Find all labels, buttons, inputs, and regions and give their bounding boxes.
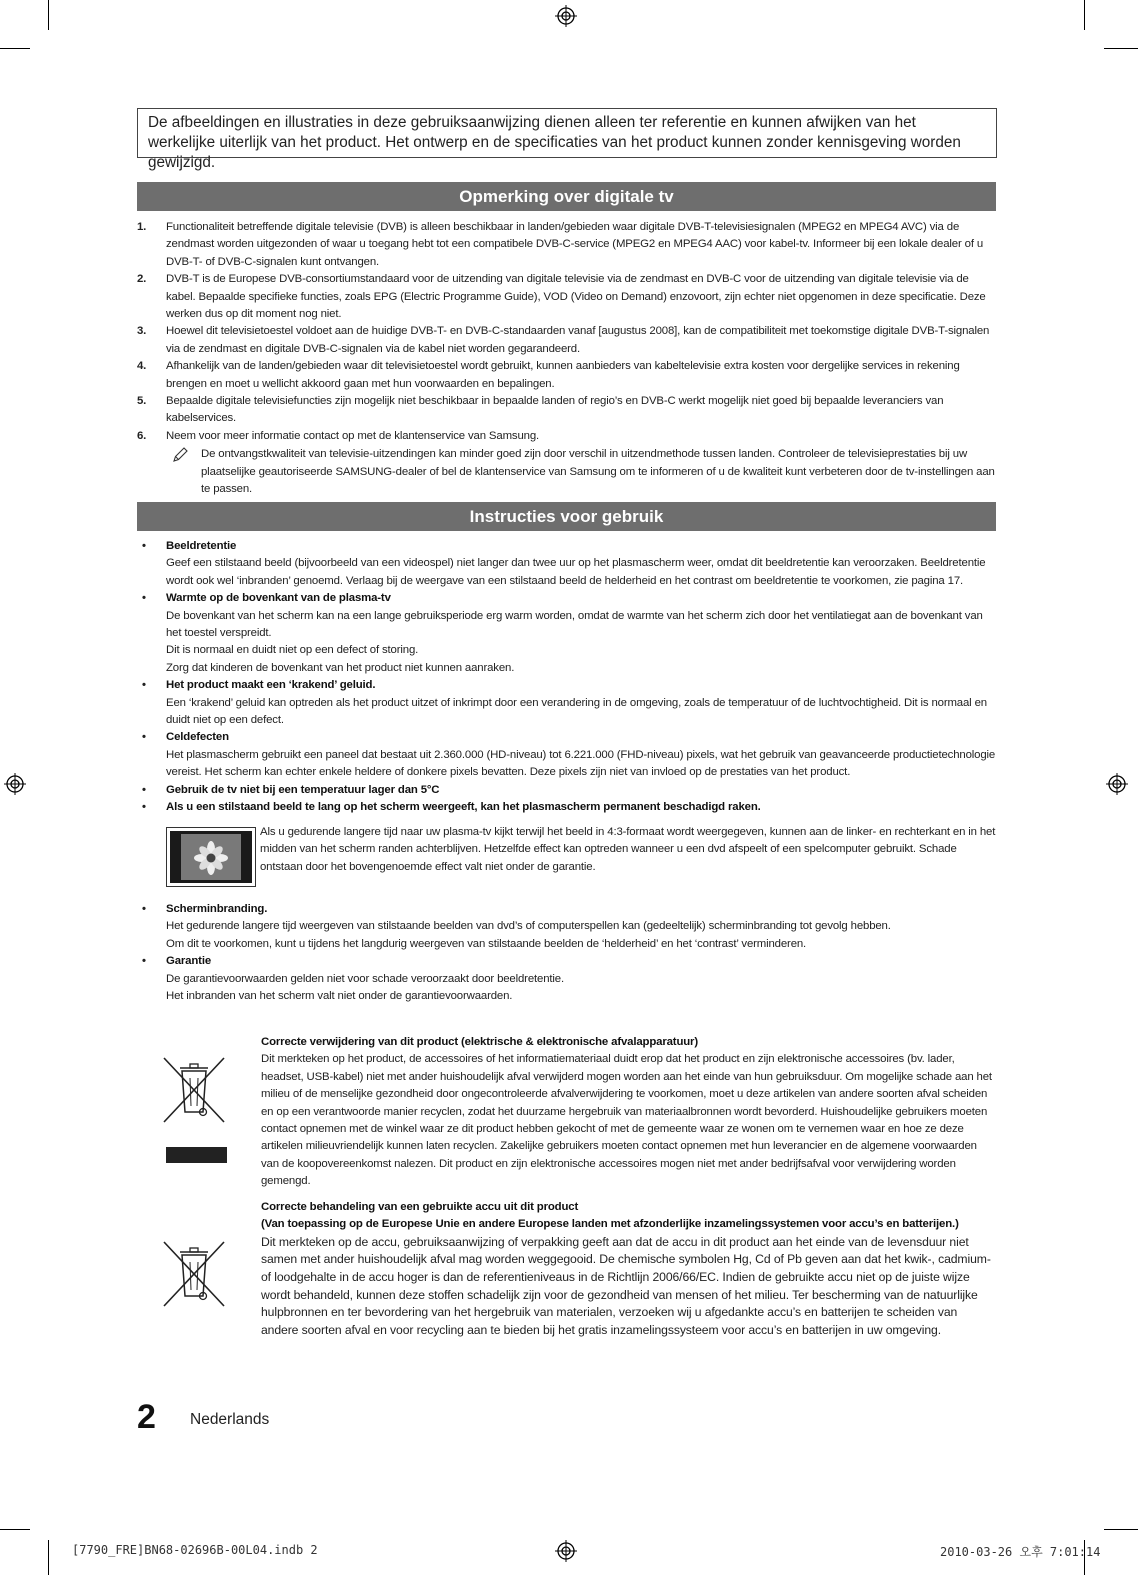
list-item <box>137 782 997 799</box>
bullet: • <box>142 955 146 968</box>
list-item <box>137 323 997 358</box>
item-title: Beeldretentie <box>166 540 237 552</box>
item-body: Geef een stilstaand beeld (bijvoorbeeld van een videospel) niet langer dan twee uur op het plasmascherm weer, omdat dit beeldretentie kan veroorzaken. Beeldretentie wordt ook wel ‘inbranden’ genoemd. Verlaag bij de weergave van een stilstaand beeld de helderheid en het contrast om beeldretentie te voorkomen, zie pagina 17. <box>166 557 986 587</box>
item-body: Een ‘krakend’ geluid kan optreden als het product uitzet of inkrimpt door een verandering in de omgeving, zoals de temperatuur of de luchtvochtigheid. Dit is normaal en duidt niet op een defect. <box>166 696 987 727</box>
crossed-out-bin-icon <box>158 1054 230 1126</box>
item-body: Het plasmascherm gebruikt een paneel dat bestaat uit 2.360.000 (HD-niveau) tot 6.221.000 (FHD-niveau) pixels, wat het gebruik van geavanceerde productietechnologie vereist. Het scherm kan echter enkele heldere of donkere pixels bevatten. Deze pixels zijn niet van invloed op de prestaties van het product. <box>166 748 996 779</box>
crop-mark <box>0 1529 30 1530</box>
list-item <box>137 901 997 953</box>
crop-mark <box>1084 0 1085 30</box>
item-text: Neem voor meer informatie contact op met de klantenservice van Samsung. <box>166 429 540 442</box>
note <box>137 446 997 498</box>
section-title-instructions: Instructies voor gebruik <box>137 502 996 531</box>
item-body: Het inbranden van het scherm valt niet onder de garantievoorwaarden. <box>166 990 513 1003</box>
bullet: • <box>142 783 146 796</box>
item-text: Afhankelijk van de landen/gebieden waar dit televisietoestel wordt gebruikt, kunnen aanbieders van kabeltelevisie extra kosten voor dergelijke services in rekening brengen en moet u wellicht akkoord gaan met hun voorwaarden en bepalingen. <box>166 360 960 390</box>
crop-mark <box>48 0 49 30</box>
page-number: 2 <box>137 1398 156 1436</box>
list-item <box>137 799 997 816</box>
battery-body: Dit merkteken op de accu, gebruiksaanwijzing of verpakking geeft aan dat de accu in dit product aan het einde van de levensduur niet samen met ander huishoudelijk afval mag worden weggegooid. De chemische symbolen Hg, Cd of Pb geven aan dat het kwik-, cadmium- of loodgehalte in de accu hoger is dan de referentieniveaus in de Richtlijn 2006/66/EC. Indien de gebruikte accu niet op de juiste wijze wordt behandeld, kunnen deze stoffen schadelijk zijn voor de gezondheid van mensen of het milieu. Ter bescherming van de natuurlijke hulpbronnen en ter bevordering van het hergebruik van materialen, verzoeken wij u afgedankte accu’s en batterijen te scheiden van andere soorten afval en voor recycling aan te bieden bij het gratis inzamelingssysteem voor accu’s en batterijen in uw omgeving. <box>261 1234 991 1337</box>
item-body: Dit is normaal en duidt niet op een defect of storing. <box>166 644 419 657</box>
item-title: Garantie <box>166 955 212 968</box>
tv-flower-image-icon <box>166 827 256 887</box>
crossed-out-bin-icon <box>158 1238 230 1310</box>
registration-mark-icon <box>555 1540 577 1562</box>
item-number: 5. <box>137 395 147 408</box>
disclaimer-box: De afbeeldingen en illustraties in deze gebruiksaanwijzing dienen alleen ter referentie en kunnen afwijken van het werkelijke uiterlijk van het product. Het ontwerp en de specificaties van het product kunnen zonder kennisgeving worden gewijzigd. <box>137 108 997 158</box>
item-number: 2. <box>137 273 147 286</box>
registration-mark-icon <box>4 773 26 795</box>
item-body: De garantievoorwaarden gelden niet voor schade veroorzaakt door beeldretentie. <box>166 972 564 985</box>
registration-mark-icon <box>1106 773 1128 795</box>
registration-mark-icon <box>555 5 577 27</box>
print-file-slug: [7790_FRE]BN68-02696B-00L04.indb 2 <box>72 1543 318 1557</box>
weee-section <box>261 1034 997 1191</box>
list-item <box>137 393 997 428</box>
page-language: Nederlands <box>190 1411 270 1428</box>
print-timestamp: 2010-03-26 오후 7:01:14 <box>940 1545 1101 1559</box>
item-number: 4. <box>137 360 147 373</box>
bullet: • <box>142 903 146 915</box>
note-text: De ontvangstkwaliteit van televisie-uitzendingen kan minder goed zijn door verschil in uitzendmethode tussen landen. Controleer de televisieprestaties bij uw plaatselijke geautoriseerde SAMSUNG-dealer of bel de klantenservice van Samsung om te informeren of u de kwaliteit kunt verbeteren door de tv-instellingen aan te passen. <box>201 448 995 496</box>
bullet: • <box>142 731 146 744</box>
list-item <box>137 729 997 781</box>
item-text: Hoewel dit televisietoestel voldoet aan de huidige DVB-T- en DVB-C-standaarden vanaf [augustus 2008], kan de compatibiliteit met toekomstige digitale DVB-T-signalen via de zendmast en digitale DVB-C-signalen via de kabel niet worden gegarandeerd. <box>166 325 990 355</box>
list-item <box>137 219 997 271</box>
item-title: Als u een stilstaand beeld te lang op het scherm weergeeft, kan het plasmascherm permanent beschadigd raken. <box>166 801 761 814</box>
black-bar <box>166 1147 227 1163</box>
item-text: Functionaliteit betreffende digitale televisie (DVB) is alleen beschikbaar in landen/gebieden waar digitale DVB-T-televisiesignalen (MPEG2 en MPEG4 AVC) via de zendmast worden uitgezonden of waar u toegang hebt tot een compatibele DVB-C-service (MPEG2 en MPEG4 AAC) voor kabel-tv. Informeer bij een lokale dealer of u DVB-T- of DVB-C-signalen kunt ontvangen. <box>166 221 984 268</box>
item-title: Warmte op de bovenkant van de plasma-tv <box>166 592 391 605</box>
battery-section <box>261 1199 997 1339</box>
section-title-digital-tv: Opmerking over digitale tv <box>137 182 996 211</box>
weee-body: Dit merkteken op het product, de accessoires of het informatiemateriaal duidt erop dat het product en zijn elektronische accessoires (bv. lader, headset, USB-kabel) niet met ander huishoudelijk afval verwijderd mogen worden aan het einde van hun gebruiksduur. Om mogelijke schade aan het milieu of de menselijke gezondheid door ongecontroleerde afvalverwijdering te voorkomen, moet u deze artikelen van andere soorten afval scheiden en op een verantwoorde manier recyclen, zodat het duurzame hergebruik van materiaalbronnen wordt bevorderd. Huishoudelijke gebruikers moeten contact opnemen met de winkel waar ze dit product hebben gekocht of met de gemeente waar ze wonen om te vernemen waar en hoe ze deze artikelen milieuvriendelijk kunnen laten recyclen. Zakelijke gebruikers moeten contact opnemen met hun leverancier en de algemene voorwaarden van de koopovereenkomst nalezen. Dit product en zijn elektronische accessoires mogen niet met ander bedrijfsafval voor verwijdering worden gemengd. <box>261 1053 992 1188</box>
battery-title: Correcte behandeling van een gebruikte accu uit dit product <box>261 1201 579 1213</box>
list-item <box>137 677 997 729</box>
item-body: Het gedurende langere tijd weergeven van stilstaande beelden van dvd’s of computerspellen kan (gedeeltelijk) scherminbranding tot gevolg hebben. <box>166 920 891 933</box>
weee-title: Correcte verwijdering van dit product (elektrische & elektronische afvalapparatuur) <box>261 1036 698 1048</box>
item-text: Bepaalde digitale televisiefuncties zijn mogelijk niet beschikbaar in bepaalde landen of regio’s en DVB-C werkt mogelijk niet goed bij bepaalde leveranciers van kabelservices. <box>166 395 944 425</box>
crop-mark <box>0 48 30 49</box>
item-body: De bovenkant van het scherm kan na een lange gebruiksperiode erg warm worden, omdat de warmte van het scherm zich door het ventilatiegat aan de bovenkant van het toestel verspreidt. <box>166 609 983 640</box>
item-title: Het product maakt een ‘krakend’ geluid. <box>166 679 376 692</box>
item-title: Scherminbranding. <box>166 903 268 915</box>
item-text: DVB-T is de Europese DVB-consortiumstandaard voor de uitzending van digitale televisie via de zendmast en DVB-C voor de uitzending van digitale televisie via de kabel. Bepaalde specifieke functies, zoals EPG (Electric Programme Guide), VOD (Video on Demand) enzovoort, zijn echter niet opgenomen in deze specificatie. Deze werken dus op dit moment nog niet. <box>166 273 986 321</box>
list-item <box>137 953 997 1005</box>
list-item <box>137 428 997 445</box>
item-number: 1. <box>137 221 147 233</box>
note-pencil-icon <box>171 446 189 464</box>
crop-mark <box>1104 48 1138 49</box>
item-title: Celdefecten <box>166 731 229 744</box>
tv-illustration-row <box>166 824 996 888</box>
item-body: Om dit te voorkomen, kunt u tijdens het langdurig weergeven van stilstaande beelden de ‘helderheid’ en het ‘contrast’ verminderen. <box>166 937 807 950</box>
battery-subtitle: (Van toepassing op de Europese Unie en andere Europese landen met afzonderlijke inzamelingssystemen voor accu’s en batterijen.) <box>261 1218 959 1231</box>
item-number: 6. <box>137 429 147 442</box>
bullet: • <box>142 801 146 814</box>
digital-tv-list <box>137 219 997 499</box>
item-title: Gebruik de tv niet bij een temperatuur lager dan 5°C <box>166 783 440 796</box>
list-item <box>137 538 997 590</box>
tv-warning-text: Als u gedurende langere tijd naar uw plasma-tv kijkt terwijl het beeld in 4:3-formaat wordt weergegeven, kunnen aan de linker- en rechterkant en in het midden van het scherm randen achterblijven. Hetzelfde effect kan optreden wanneer u een dvd afspeelt of een spelcomputer gebruikt. Schade ontstaan door het bovengenoemde effect valt niet onder de garantie. <box>260 826 996 873</box>
item-body: Zorg dat kinderen de bovenkant van het product niet kunnen aanraken. <box>166 661 515 674</box>
crop-mark <box>48 1540 49 1575</box>
list-item <box>137 358 997 393</box>
instructions-list-continued <box>137 901 997 1005</box>
bullet: • <box>142 540 146 552</box>
list-item <box>137 590 997 677</box>
crop-mark <box>1104 1529 1138 1530</box>
bullet: • <box>142 679 146 692</box>
item-number: 3. <box>137 325 147 338</box>
list-item <box>137 271 997 323</box>
bullet: • <box>142 592 146 605</box>
instructions-list <box>137 538 997 817</box>
